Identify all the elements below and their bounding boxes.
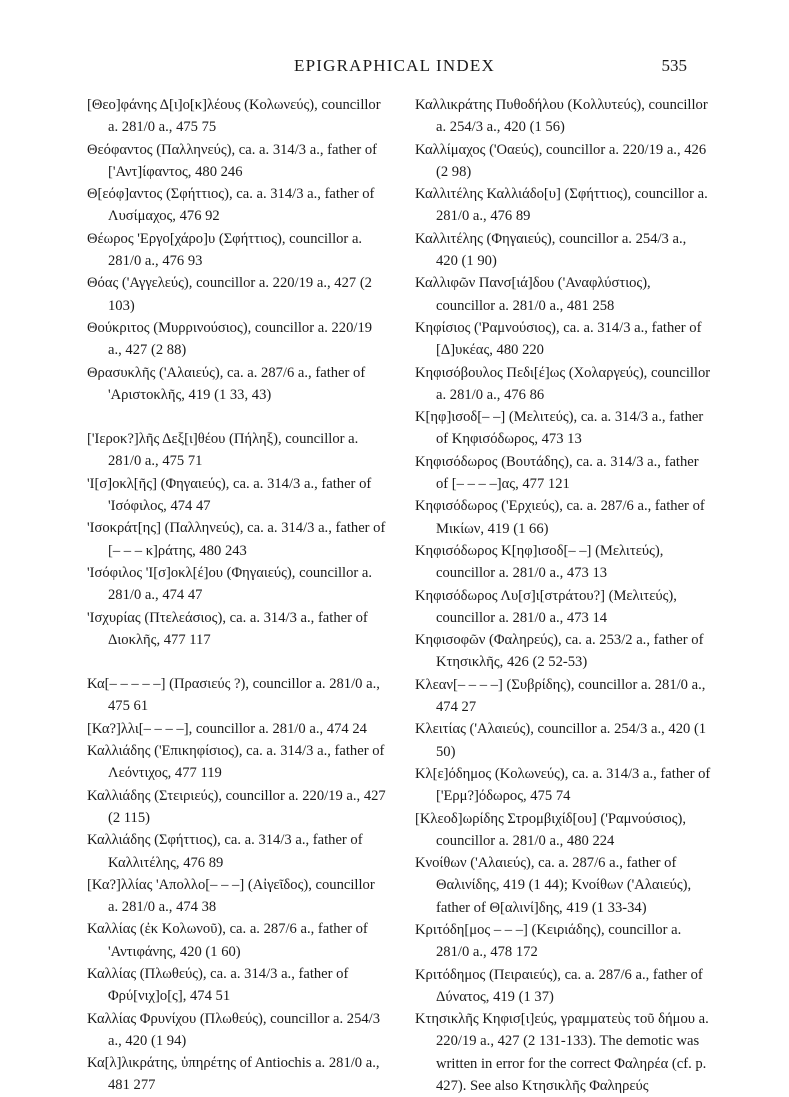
- group-separator: [87, 406, 388, 428]
- index-entry: Θόας ('Αγγελεύς), councillor a. 220/19 a., 427 (2 103): [87, 275, 372, 314]
- index-entry: [Κλεοδ]ωρίδης Στρομβιχίδ[ου] ('Ραμνούσιος), councillor a. 281/0 a., 480 224: [415, 810, 686, 849]
- index-entry: Κηφισόδωρος Λυ[σ]ι[στράτου?] (Μελιτεύς), councillor a. 281/0 a., 473 14: [415, 587, 677, 626]
- index-entry: 'Ι[σ]οκλ[ῆς] (Φηγαιεύς), ca. a. 314/3 a., father of 'Ισόφιλος, 474 47: [87, 475, 372, 515]
- index-entry: Θ[εόφ]αντος (Σφήττιος), ca. a. 314/3 a., father of Λυσίμαχος, 476 92: [87, 186, 375, 225]
- index-entry: Κλ[ε]όδημος (Κολωνεύς), ca. a. 314/3 a., father of ['Ερμ?]όδωρος, 475 74: [415, 765, 711, 805]
- index-entry: Καλλιάδης ('Επικηφίσιος), ca. a. 314/3 a., father of Λεόντιχος, 477 119: [87, 743, 385, 782]
- index-entry: 'Ισχυρίας (Πτελεάσιος), ca. a. 314/3 a., father of Διοκλῆς, 477 117: [87, 609, 368, 648]
- index-entry: Καλλιάδης (Στειριεύς), councillor a. 220/19 a., 427 (2 115): [87, 787, 386, 826]
- index-entry: Κηφισόδωρος (Βουτάδης), ca. a. 314/3 a., father of [– – – –]ας, 477 121: [415, 453, 699, 493]
- index-entry: [Κα?]λλίας 'Απολλο[– – –] (Αἰγεῖδος), councillor a. 281/0 a., 474 38: [87, 876, 375, 916]
- index-entry: Κηφισόδωρος Κ[ηφ]ισοδ[– –] (Μελιτεύς), councillor a. 281/0 a., 473 13: [415, 542, 664, 582]
- index-entry: Κ[ηφ]ισοδ[– –] (Μελιτεύς), ca. a. 314/3 a., father of Κηφισόδωρος, 473 13: [415, 409, 704, 448]
- index-entry: Καλλίας (Πλωθεύς), ca. a. 314/3 a., father of Φρύ[νιχ]ο[ς], 474 51: [87, 965, 349, 1005]
- index-entry: Καλλίας Φρυνίχου (Πλωθεύς), councillor a. 254/3 a., 420 (1 94): [87, 1010, 381, 1049]
- index-entry: Καλλιτέλης (Φηγαιεύς), councillor a. 254/3 a., 420 (1 90): [415, 230, 687, 270]
- page-number: 535: [661, 56, 687, 75]
- index-entry: 'Ισοκράτ[ης] (Παλληνεύς), ca. a. 314/3 a., father of [– – – κ]ράτης, 480 243: [87, 520, 386, 559]
- left-column: [87, 94, 388, 1097]
- index-entry: Κριτόδη[μος – – –] (Κειριάδης), councillor a. 281/0 a., 478 172: [415, 921, 682, 961]
- index-entry: Θέωρος 'Εργο[χάρο]υ (Σφήττιος), councillor a. 281/0 a., 476 93: [87, 230, 363, 270]
- index-entry: Κηφισόδωρος ('Ερχιεύς), ca. a. 287/6 a., father of Μικίων, 419 (1 66): [415, 498, 705, 537]
- index-entry: 'Ισόφιλος 'Ι[σ]οκλ[έ]ου (Φηγαιεύς), councillor a. 281/0 a., 474 47: [87, 564, 373, 604]
- index-entry: Θούκριτος (Μυρρινούσιος), councillor a. 220/19 a., 427 (2 88): [87, 319, 373, 359]
- index-entry: Κλεαν[– – – –] (Συβρίδης), councillor a. 281/0 a., 474 27: [415, 676, 706, 716]
- index-entry: ['Ιεροκ?]λῆς Δεξ[ι]θέου (Πήληξ), councillor a. 281/0 a., 475 71: [87, 431, 359, 470]
- index-entry: Κηφίσιος ('Ραμνούσιος), ca. a. 314/3 a., father of [Δ]υκέας, 480 220: [415, 319, 702, 359]
- index-entry: Καλλιτέλης Καλλιάδο[υ] (Σφήττιος), councillor a. 281/0 a., 476 89: [415, 186, 708, 225]
- page-header: [0, 56, 789, 86]
- index-entry: Καλλίμαχος ('Οαεύς), councillor a. 220/19 a., 426 (2 98): [415, 141, 707, 180]
- right-column: [415, 94, 711, 1097]
- group-separator: [87, 651, 388, 673]
- index-entry: Θρασυκλῆς ('Αλαιεύς), ca. a. 287/6 a., father of 'Αριστοκλῆς, 419 (1 33, 43): [87, 364, 366, 403]
- running-title: EPIGRAPHICAL INDEX: [294, 56, 495, 75]
- index-entry: Κα[– – – – –] (Πρασιεύς ?), councillor a. 281/0 a., 475 61: [87, 676, 380, 715]
- index-entry: Κλειτίας ('Αλαιεύς), councillor a. 254/3 a., 420 (1 50): [415, 721, 707, 760]
- index-entry: Κηφισόβουλος Πεδι[έ]ως (Χολαργεύς), councillor a. 281/0 a., 476 86: [415, 364, 711, 403]
- index-entry: [Θεο]φάνης Δ[ι]ο[κ]λέους (Κολωνεύς), councillor a. 281/0 a., 475 75: [87, 97, 381, 136]
- index-entry: Καλλίας (ἐκ Κολωνοῦ), ca. a. 287/6 a., father of 'Αντιφάνης, 420 (1 60): [87, 921, 368, 960]
- index-entry: Κριτόδημος (Πειραιεύς), ca. a. 287/6 a., father of Δύνατος, 419 (1 37): [415, 966, 703, 1005]
- index-entry: Κνοίθων ('Αλαιεύς), ca. a. 287/6 a., father of Θαλινίδης, 419 (1 44); Κνοίθων ('Αλαιεύς), father of Θ[αλινί]δης, 419 (1 33-34): [415, 855, 692, 916]
- index-entry: Καλλιφῶν Πανσ[ιά]δου ('Αναφλύστιος), councillor a. 281/0 a., 481 258: [415, 275, 651, 314]
- index-entry: [Κα?]λλι[– – – –], councillor a. 281/0 a., 474 24: [87, 720, 367, 737]
- index-entry: Κτησικλῆς Κηφισ[ι]εύς, γραμματεὺς τοῦ δήμου a. 220/19 a., 427 (2 131-133). The demotic was written in error for the correct Φαληρέα (cf. p. 427). See also Κτησικλῆς Φαληρεύς: [415, 1011, 709, 1095]
- index-entry: Θεόφαντος (Παλληνεύς), ca. a. 314/3 a., father of ['Αντ]ίφαντος, 480 246: [87, 141, 377, 180]
- index-entry: Κηφισοφῶν (Φαληρεύς), ca. a. 253/2 a., father of Κτησικλῆς, 426 (2 52-53): [415, 632, 704, 671]
- index-entry: Κα[λ]λικράτης, ὑπηρέτης of Antiochis a. 281/0 a., 481 277: [87, 1055, 380, 1094]
- index-entry: Καλλιάδης (Σφήττιος), ca. a. 314/3 a., father of Καλλιτέλης, 476 89: [87, 832, 363, 871]
- index-entry: Καλλικράτης Πυθοδήλου (Κολλυτεύς), councillor a. 254/3 a., 420 (1 56): [415, 97, 708, 136]
